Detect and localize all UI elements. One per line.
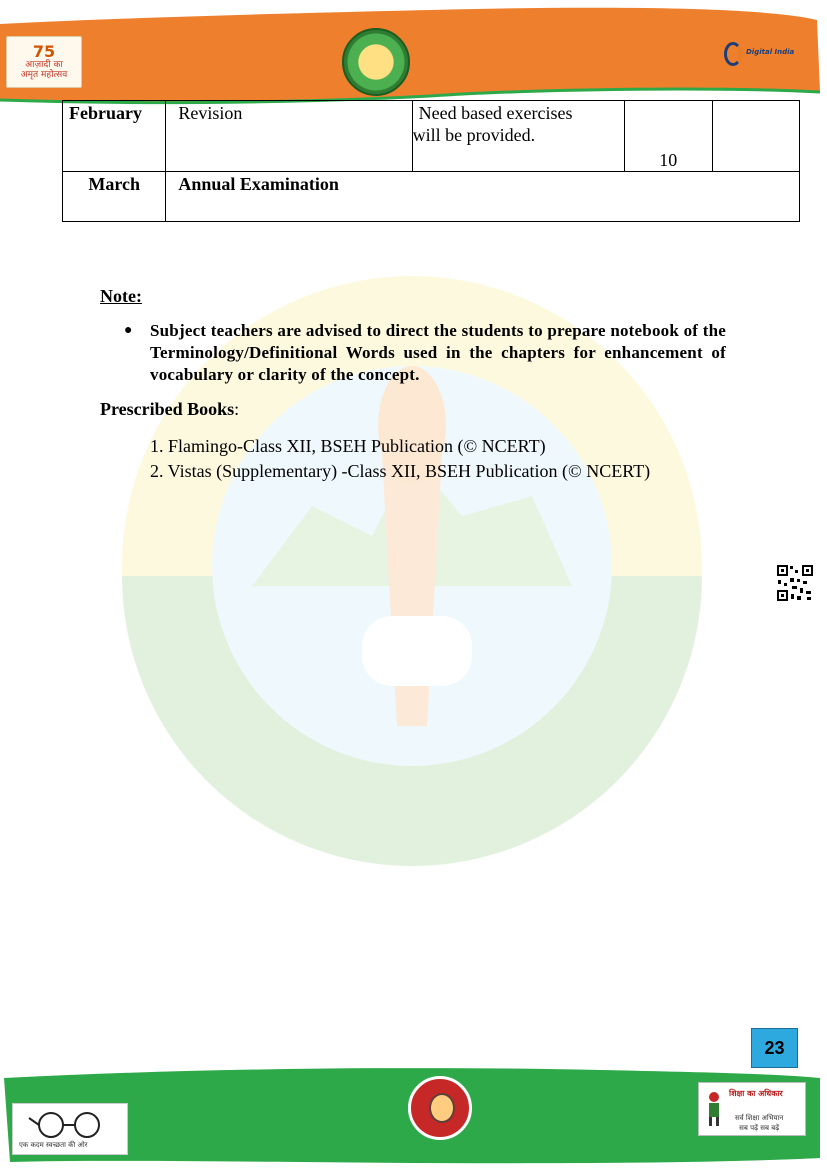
header-banner [0,0,827,110]
list-item: 1. Flamingo-Class XII, BSEH Publication (© NCERT) [150,436,546,456]
digital-india-mark-icon [724,42,742,66]
girl-face-icon [429,1093,455,1123]
topic-cell: Revision [166,101,412,172]
bullet-icon: ● [124,323,133,338]
books-list [150,434,650,484]
page-number: 23 [751,1028,798,1068]
month-cell: March [63,172,166,222]
table-row [63,101,800,172]
month-cell: February [63,101,166,172]
digital-india-logo: Digital India [724,40,794,70]
note-list [100,320,726,386]
note-heading: Note: [100,286,142,306]
list-item [100,320,726,386]
activity-line: Need based exercises [418,103,573,123]
child-reading-icon [705,1091,723,1127]
qr-code-icon [776,564,814,602]
beti-bachao-beti-padhao-logo [408,1076,472,1140]
activity-line: will be provided. [412,125,536,145]
glasses-icon [27,1110,111,1140]
board-seal-icon [342,28,410,96]
schedule-table [62,100,800,222]
note-text: Subject teachers are advised to direct the students to prepare notebook of the Terminology/Definitional Words used in the chapters for enhancement of vocabulary or clarity of the concept. [150,321,726,384]
prescribed-books-heading: Prescribed Books: [100,399,240,419]
activity-cell [412,101,624,172]
list-item: 2. Vistas (Supplementary) -Class XII, BSEH Publication (© NCERT) [150,461,651,481]
shiksha-ka-adhikar-logo: शिक्षा का अधिकार सर्व शिक्षा अभियान सब पढ़ें सब बढ़ें [698,1082,806,1136]
azadi-ka-amrit-mahotsav-logo: 75 आज़ादी का अमृत महोत्सव [6,36,82,88]
swachh-bharat-logo: एक कदम स्वच्छता की ओर [12,1103,128,1155]
periods-cell: 10 [624,101,712,172]
extra-cell [713,101,800,172]
table-row [63,172,800,222]
exam-cell: Annual Examination [166,172,800,222]
